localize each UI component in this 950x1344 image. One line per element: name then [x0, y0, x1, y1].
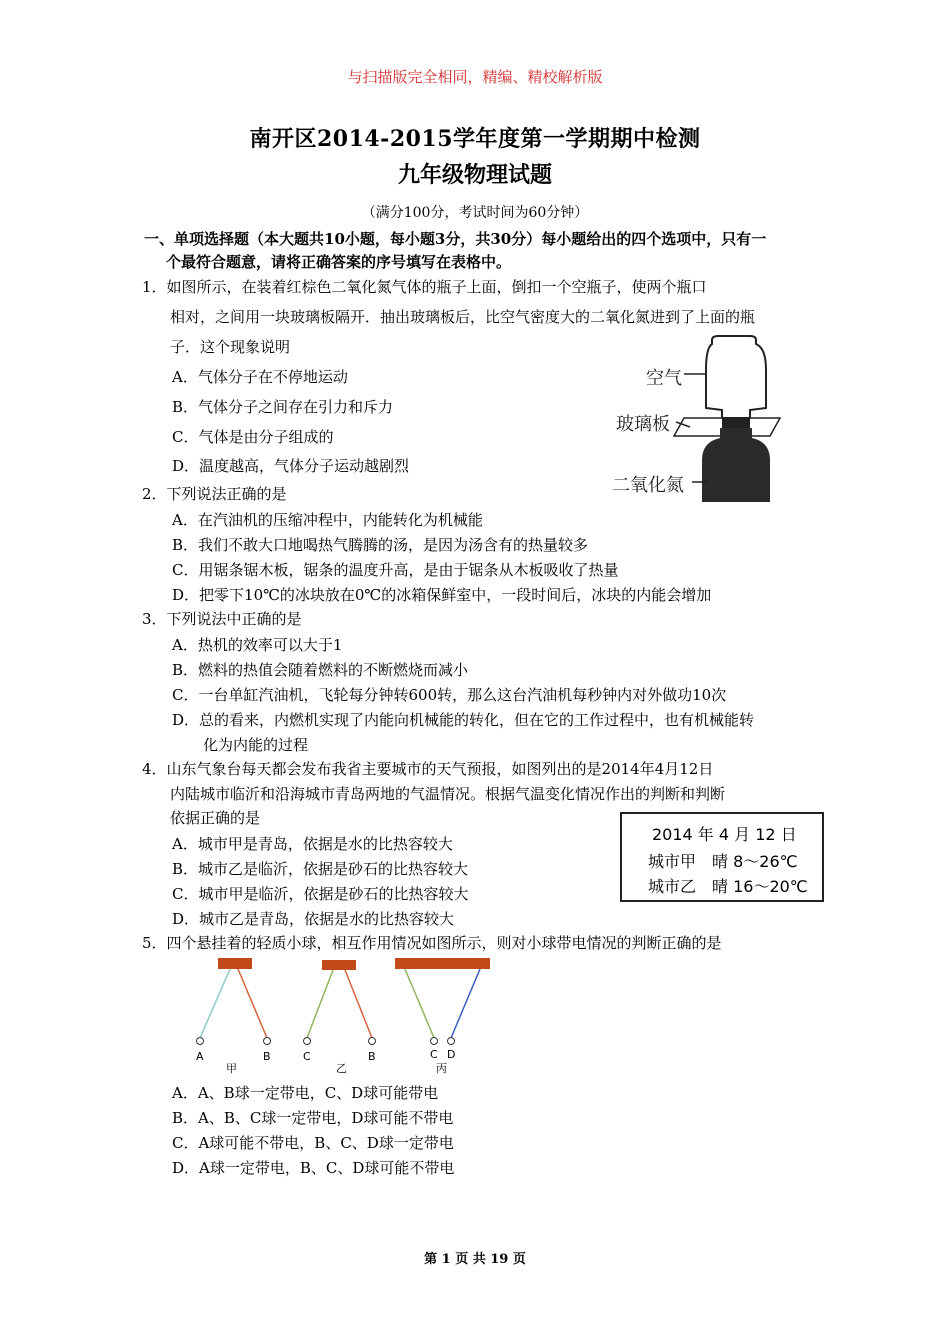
thread-a1 — [200, 969, 230, 1038]
support-bar-2 — [322, 960, 356, 970]
exam-note: （满分100分，考试时间为60分钟） — [361, 205, 589, 221]
support-bar-3 — [395, 958, 490, 969]
no2-label: 二氧化氮 — [612, 475, 684, 496]
q2-option-c: C．用锯条锯木板，锯条的温度升高，是由于锯条从木板吸收了热量 — [172, 561, 619, 579]
ball-a1 — [197, 1038, 204, 1045]
label-c3: C — [430, 1048, 438, 1061]
label-d3: D — [447, 1048, 456, 1061]
q4-option-c: C．城市甲是临沂，依据是砂石的比热容较大 — [172, 885, 469, 903]
caption-1: 甲 — [226, 1062, 237, 1075]
q3-stem: 3．下列说法中正确的是 — [142, 610, 302, 628]
q2-option-b: B．我们不敢大口地喝热气腾腾的汤，是因为汤含有的热量较多 — [172, 536, 589, 554]
section-heading-line2: 个最符合题意，请将正确答案的序号填写在表格中。 — [166, 253, 512, 271]
section-heading — [144, 228, 814, 274]
glass-plate-label: 玻璃板 — [616, 414, 670, 435]
caption-2: 乙 — [336, 1062, 347, 1075]
q1-option-d: D．温度越高，气体分子运动越剧烈 — [172, 457, 410, 475]
thread-c3 — [405, 969, 434, 1038]
q3-option-d: D．总的看来，内燃机实现了内能向机械能的转化，但在它的工作过程中，也有机械能转 — [172, 711, 755, 729]
q4-option-d: D．城市乙是青岛，依据是水的比热容较大 — [172, 910, 455, 928]
no2-bottle — [702, 428, 770, 502]
q5-option-d: D．A球一定带电，B、C、D球可能不带电 — [172, 1159, 455, 1177]
q2-option-d: D．把零下10℃的冰块放在0℃的冰箱保鲜室中，一段时间后，冰块的内能会增加 — [172, 586, 712, 604]
banner: 与扫描版完全相同，精编、精校解析版 — [347, 68, 603, 86]
q1-stem-line2: 相对，之间用一块玻璃板隔开．抽出玻璃板后，比空气密度大的二氧化氮进到了上面的瓶 — [170, 308, 756, 326]
empty-bottle — [706, 336, 766, 418]
bottle-mouth — [722, 418, 750, 428]
exam-subtitle: 九年级物理试题 — [397, 162, 552, 188]
q4-stem-line1: 4．山东气象台每天都会发布我省主要城市的天气预报，如图列出的是2014年4月12日 — [142, 760, 714, 778]
ball-c3 — [431, 1038, 438, 1045]
q3-option-c: C．一台单缸汽油机，飞轮每分钟转600转，那么这台汽油机每秒钟内对外做功10次 — [172, 686, 727, 704]
label-b2: B — [368, 1050, 376, 1063]
q3-option-d-continued: 化为内能的过程 — [203, 736, 309, 754]
q2-stem: 2．下列说法正确的是 — [142, 485, 287, 503]
label-b1: B — [263, 1050, 271, 1063]
ball-d3 — [448, 1038, 455, 1045]
thread-d3 — [451, 969, 480, 1038]
ball-c2 — [304, 1038, 311, 1045]
exam-title: 南开区2014-2015学年度第一学期期中检测 — [249, 126, 701, 152]
page-footer: 第 1 页 共 19 页 — [424, 1252, 526, 1267]
weather-city-a: 城市甲 晴 8～26℃ — [648, 852, 798, 871]
q5-option-b: B．A、B、C球一定带电，D球可能不带电 — [172, 1109, 454, 1127]
weather-box — [620, 812, 824, 902]
q2-option-a: A．在汽油机的压缩冲程中，内能转化为机械能 — [172, 511, 483, 529]
q1-stem-line1: 1．如图所示，在装着红棕色二氧化氮气体的瓶子上面，倒扣一个空瓶子，使两个瓶口 — [142, 278, 707, 296]
q1-option-b: B．气体分子之间存在引力和斥力 — [172, 398, 394, 416]
q4-stem-line3: 依据正确的是 — [170, 809, 261, 827]
q1-option-a: A．气体分子在不停地运动 — [172, 368, 348, 386]
ball-b2 — [369, 1038, 376, 1045]
support-bar-1 — [218, 958, 252, 969]
q1-option-c: C．气体是由分子组成的 — [172, 428, 334, 446]
thread-b2 — [345, 970, 372, 1038]
weather-date: 2014 年 4 月 12 日 — [652, 825, 797, 844]
q1-stem-line3: 子．这个现象说明 — [170, 338, 291, 356]
q3-option-a: A．热机的效率可以大于1 — [172, 636, 343, 654]
thread-b1 — [238, 969, 267, 1038]
label-a1: A — [196, 1050, 204, 1063]
q5-option-c: C．A球可能不带电，B、C、D球一定带电 — [172, 1134, 454, 1152]
section-heading-line1: 一、单项选择题（本大题共10小题，每小题3分，共30分）每小题给出的四个选项中，只有一 — [144, 230, 767, 248]
q4-option-b: B．城市乙是临沂，依据是砂石的比热容较大 — [172, 860, 469, 878]
q5-option-a: A．A、B球一定带电，C、D球可能带电 — [172, 1084, 439, 1102]
caption-3: 丙 — [436, 1062, 447, 1075]
q3-option-b: B．燃料的热值会随着燃料的不断燃烧而减小 — [172, 661, 469, 679]
q5-stem: 5．四个悬挂着的轻质小球，相互作用情况如图所示，则对小球带电情况的判断正确的是 — [142, 934, 722, 952]
thread-c2 — [307, 970, 333, 1038]
q4-stem-line2: 内陆城市临沂和沿海城市青岛两地的气温情况。根据气温变化情况作出的判断和判断 — [170, 785, 726, 803]
q4-option-a: A．城市甲是青岛，依据是水的比热容较大 — [172, 835, 453, 853]
weather-city-b: 城市乙 晴 16～20℃ — [648, 877, 808, 896]
label-c2: C — [303, 1050, 311, 1063]
air-label: 空气 — [646, 368, 682, 389]
charged-balls-diagram — [190, 955, 500, 1075]
ball-b1 — [264, 1038, 271, 1045]
